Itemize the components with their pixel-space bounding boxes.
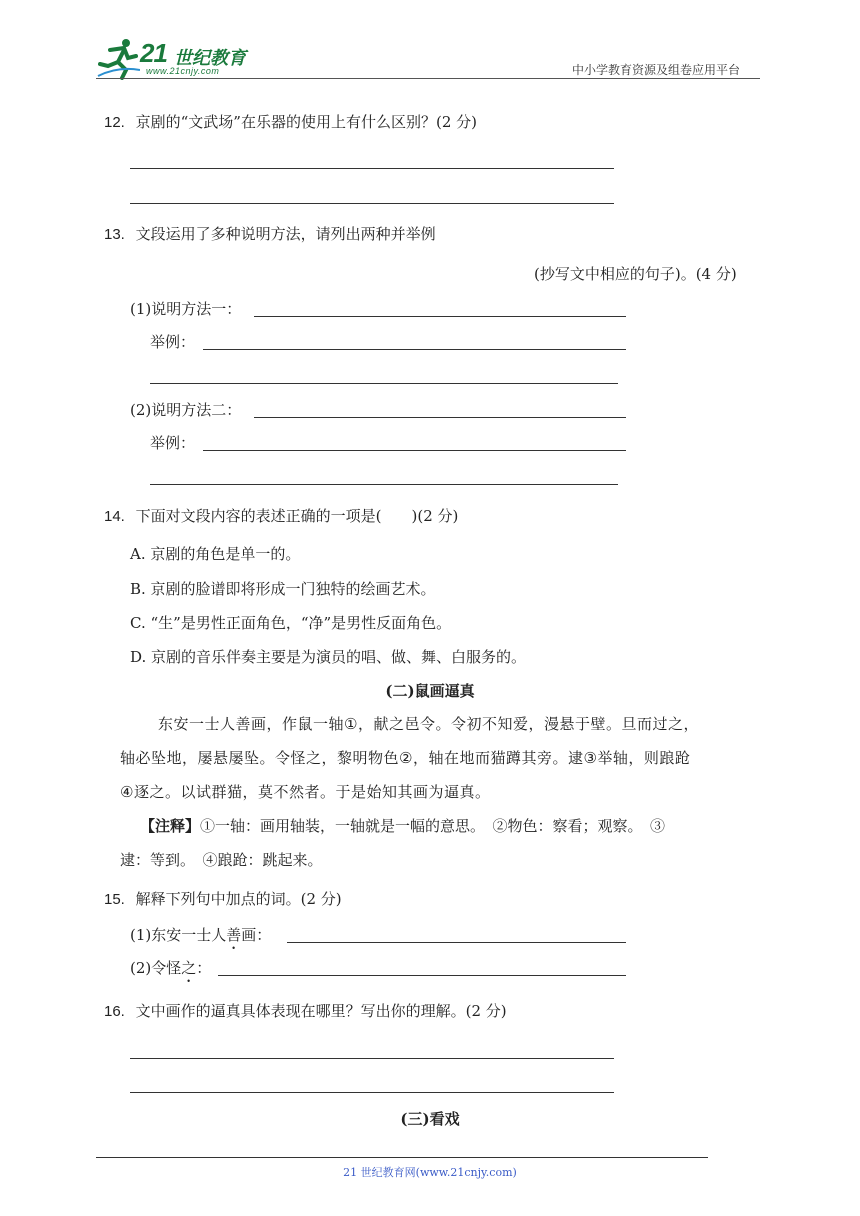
question-15 — [104, 889, 342, 910]
option-a[interactable]: A. 京剧的角色是单一的。 — [130, 545, 301, 563]
sub-question-text: (2)令怪 — [130, 959, 182, 977]
answer-line[interactable] — [218, 975, 626, 976]
method-2-label: (2)说明方法二： — [130, 401, 242, 419]
example-1-answer-line[interactable] — [150, 383, 618, 384]
header-logo — [96, 36, 266, 80]
question-16 — [104, 1001, 507, 1022]
question-number: 15. — [104, 891, 125, 908]
method-2-answer-line[interactable] — [254, 417, 626, 418]
footer-text[interactable]: 21 世纪教育网(www.21cnjy.com) — [343, 1166, 517, 1179]
question-13 — [104, 224, 436, 245]
annotation-text-continued: 逮：等到。 ④踉跄：跳起来。 — [120, 851, 323, 869]
question-number: 14. — [104, 508, 125, 525]
header-right-text: 中小学教育资源及组卷应用平台 — [572, 63, 741, 77]
section-title: (二)鼠画逼真 — [385, 682, 475, 700]
sub-question-1 — [130, 925, 271, 953]
passage-line: 轴必坠地，屡悬屡坠。令怪之，黎明物色②，轴在地而猫蹲其旁。逮③举轴，则踉跄 — [120, 749, 691, 767]
option-c[interactable]: C. “生”是男性正面角色，“净”是男性反面角色。 — [130, 614, 452, 632]
question-text: 解释下列句中加点的词。(2 分) — [135, 890, 342, 908]
answer-line[interactable] — [130, 168, 614, 169]
header-rule — [96, 78, 760, 79]
logo-text: 世纪教育 — [174, 48, 246, 69]
question-text: 文段运用了多种说明方法，请列出两种并举例 — [135, 225, 436, 243]
annotation-text: ①一轴：画用轴装，一轴就是一幅的意思。 ②物色：察看；观察。 ③ — [200, 817, 666, 835]
example-1-label: 举例： — [150, 333, 196, 351]
section-title: (三)看戏 — [400, 1110, 460, 1128]
question-number: 16. — [104, 1003, 125, 1020]
passage-line: ④逐之。以试群猫，莫不然者。于是始知其画为逼真。 — [120, 783, 491, 801]
logo-url: www.21cnjy.com — [146, 66, 220, 76]
example-2-answer-line[interactable] — [150, 484, 618, 485]
question-text-continued: (抄写文中相应的句子)。(4 分) — [534, 265, 737, 283]
option-d[interactable]: D. 京剧的音乐伴奏主要是为演员的唱、做、舞、白服务的。 — [130, 648, 527, 666]
passage-line: 东安一士人善画，作鼠一轴①，献之邑令。令初不知爱，漫悬于壁。旦而过之， — [158, 715, 699, 733]
question-14 — [104, 506, 458, 527]
question-text: 京剧的“文武场”在乐器的使用上有什么区别？(2 分) — [135, 113, 477, 131]
answer-line[interactable] — [287, 942, 626, 943]
answer-line[interactable] — [130, 1092, 614, 1093]
sub-question-2 — [130, 958, 211, 986]
question-number: 13. — [104, 226, 125, 243]
dotted-word: 善 — [226, 926, 242, 944]
example-1-answer-line[interactable] — [203, 349, 626, 350]
method-1-label: (1)说明方法一： — [130, 300, 242, 318]
question-12 — [104, 112, 477, 133]
sub-question-text: ： — [196, 959, 212, 977]
example-2-label: 举例： — [150, 434, 196, 452]
question-text: 文中画作的逼真具体表现在哪里？写出你的理解。(2 分) — [135, 1002, 507, 1020]
question-text: 下面对文段内容的表述正确的一项是( )(2 分) — [135, 507, 459, 525]
dotted-word: 之 — [181, 959, 197, 977]
footer-rule — [96, 1157, 708, 1158]
question-number: 12. — [104, 114, 125, 131]
runner-logo-icon — [96, 36, 140, 80]
sub-question-text: 画： — [241, 926, 272, 944]
logo-number: 21 — [140, 38, 167, 68]
answer-line[interactable] — [130, 1058, 614, 1059]
example-2-answer-line[interactable] — [203, 450, 626, 451]
answer-line[interactable] — [130, 203, 614, 204]
method-1-answer-line[interactable] — [254, 316, 626, 317]
sub-question-text: (1)东安一士人 — [130, 926, 227, 944]
annotation — [140, 816, 665, 836]
annotation-label: 【注释】 — [140, 817, 201, 835]
option-b[interactable]: B. 京剧的脸谱即将形成一门独特的绘画艺术。 — [130, 580, 436, 598]
